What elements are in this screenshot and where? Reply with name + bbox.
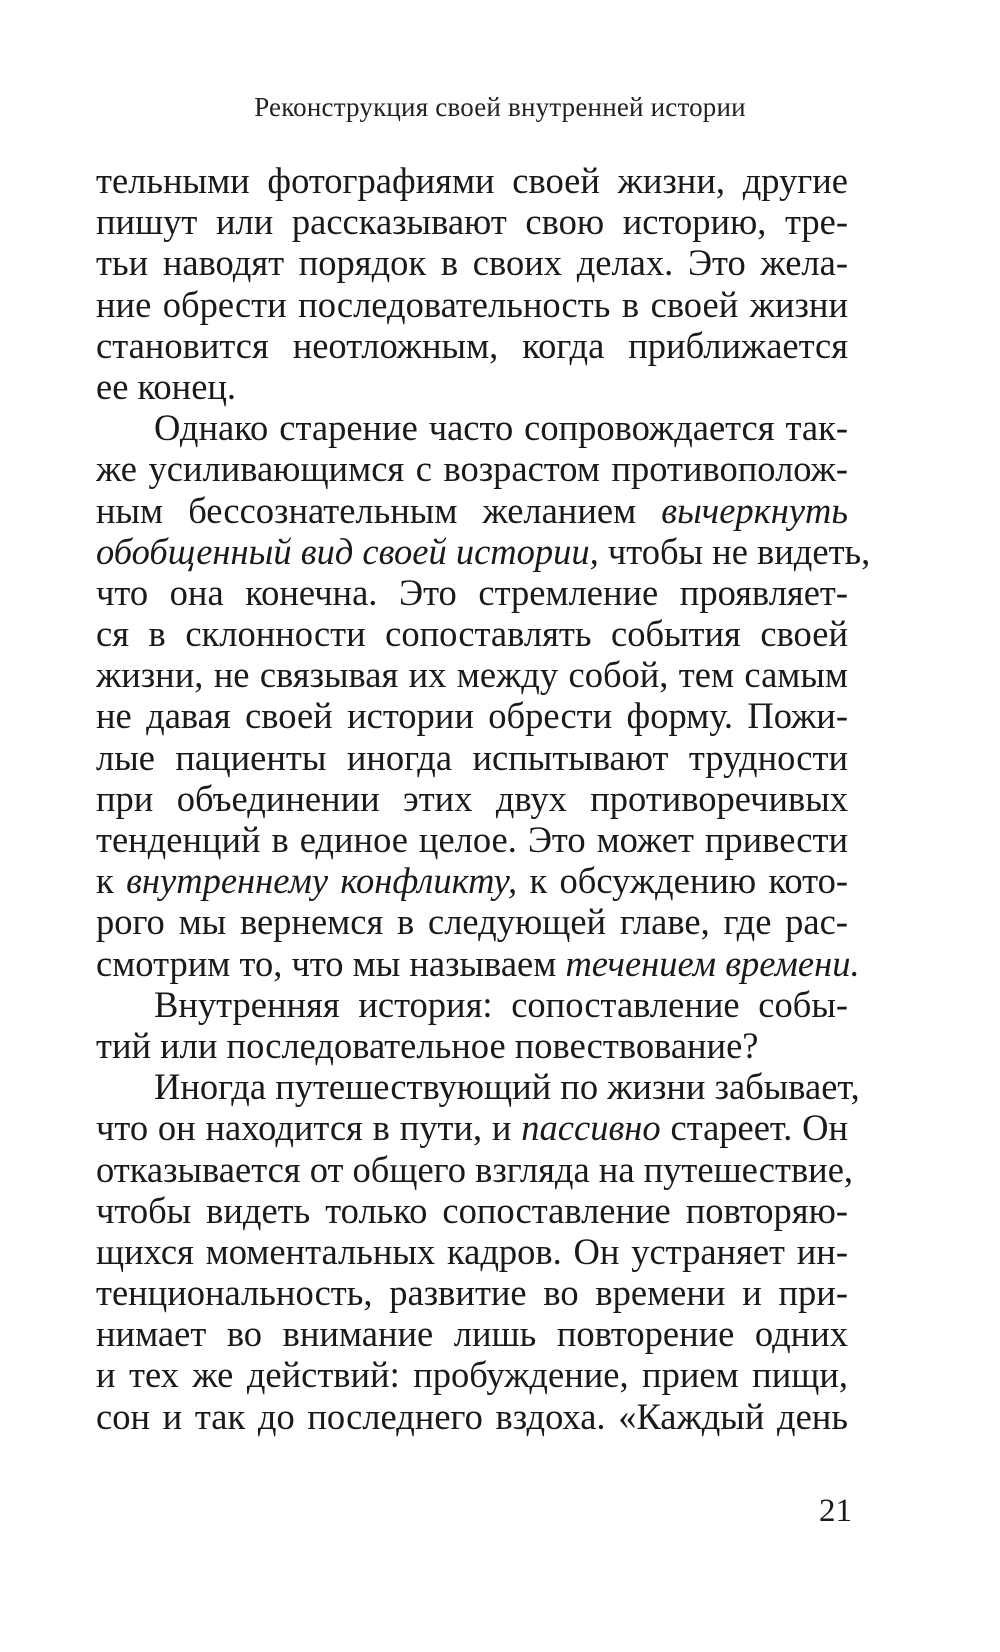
text-line	[96, 1396, 848, 1437]
text-run: же усиливающимся с возрастом противополож-	[96, 448, 848, 490]
text-line	[96, 1272, 848, 1313]
text-run: Иногда путешествующий по жизни забывает,	[154, 1066, 860, 1108]
text-line	[96, 572, 848, 613]
text-line	[96, 366, 848, 407]
text-line	[96, 819, 848, 860]
text-run: рого мы вернемся в следующей главе, где рас-	[96, 901, 848, 943]
text-run: что он находится в пути, и	[96, 1107, 522, 1149]
text-run: стареет. Он	[660, 1107, 848, 1149]
page-number: 21	[819, 1493, 852, 1529]
text-run: что она конечна. Это стремление проявляет-	[96, 571, 848, 613]
text-run: сон и так до последнего вздоха. «Каждый день	[96, 1395, 848, 1437]
text-run: чтобы не видеть,	[598, 530, 871, 572]
text-line	[96, 407, 848, 448]
text-line	[96, 778, 848, 819]
text-run: пишут или рассказывают свою историю, тре-	[96, 201, 848, 243]
text-run: тий или последовательное повествование?	[96, 1024, 759, 1066]
text-line	[96, 201, 848, 242]
text-run: становится неотложным, когда приближается	[96, 324, 848, 366]
text-run: к	[96, 860, 127, 902]
italic-text: вычеркнуть	[661, 489, 848, 531]
text-line	[96, 284, 848, 325]
text-line	[96, 160, 848, 201]
text-run: ным бессознательным желанием	[96, 489, 662, 531]
text-run: чтобы видеть только сопоставление повторяю-	[96, 1189, 848, 1231]
text-line	[96, 1025, 848, 1066]
text-line	[96, 1107, 848, 1148]
text-run: ние обрести последовательность в своей жизни	[96, 283, 848, 325]
text-line	[96, 613, 848, 654]
text-line	[96, 984, 848, 1025]
text-run: при объединении этих двух противоречивых	[96, 777, 848, 819]
text-run: тенциональность, развитие во времени и при-	[96, 1272, 848, 1314]
text-run: тьи наводят порядок в своих делах. Это жела-	[96, 242, 848, 284]
text-run: к обсуждению кото-	[517, 860, 848, 902]
text-run: смотрим то, что мы называем	[96, 942, 566, 984]
text-run: Внутренняя история: сопоставление собы-	[154, 983, 848, 1025]
text-run: Однако старение часто сопровождается так-	[154, 407, 848, 449]
text-run: тенденций в единое целое. Это может привести	[96, 819, 848, 860]
text-run: отказывается от общего взгляда на путешествие,	[96, 1148, 854, 1190]
italic-text: течением времени.	[565, 942, 860, 984]
text-line	[96, 737, 848, 778]
running-head: Реконструкция своей внутренней истории	[254, 92, 746, 122]
italic-text: обобщенный вид своей истории,	[96, 530, 599, 572]
text-line	[96, 1354, 848, 1395]
text-run: тельными фотографиями своей жизни, другие	[96, 160, 848, 201]
text-line	[96, 1231, 848, 1272]
text-line	[96, 1066, 860, 1108]
text-run: не давая своей истории обрести форму. Пожи-	[96, 695, 848, 737]
text-run: ее конец.	[96, 365, 237, 407]
text-line	[96, 860, 848, 901]
text-run: жизни, не связывая их между собой, тем самым	[96, 654, 848, 696]
text-line	[96, 242, 848, 283]
text-line	[96, 1313, 848, 1354]
italic-text: внутреннему конфликту,	[126, 860, 518, 902]
text-run: ся в склонности сопоставлять события своей	[96, 613, 848, 655]
italic-text: пассивно	[521, 1107, 661, 1149]
text-line	[96, 654, 848, 695]
text-line	[96, 1148, 854, 1190]
text-run: щихся моментальных кадров. Он устраняет ин-	[96, 1230, 848, 1272]
text-line	[96, 695, 848, 736]
body-text	[96, 160, 871, 1437]
text-line	[96, 448, 848, 489]
text-line	[96, 901, 848, 942]
text-line	[96, 530, 871, 572]
text-run: и тех же действий: пробуждение, прием пищи,	[96, 1354, 848, 1396]
text-line	[96, 325, 848, 366]
text-line	[96, 1190, 848, 1231]
text-line	[96, 490, 848, 531]
text-run: нимает во внимание лишь повторение одних	[96, 1313, 848, 1355]
text-line	[96, 942, 860, 984]
text-run: лые пациенты иногда испытывают трудности	[96, 736, 848, 778]
